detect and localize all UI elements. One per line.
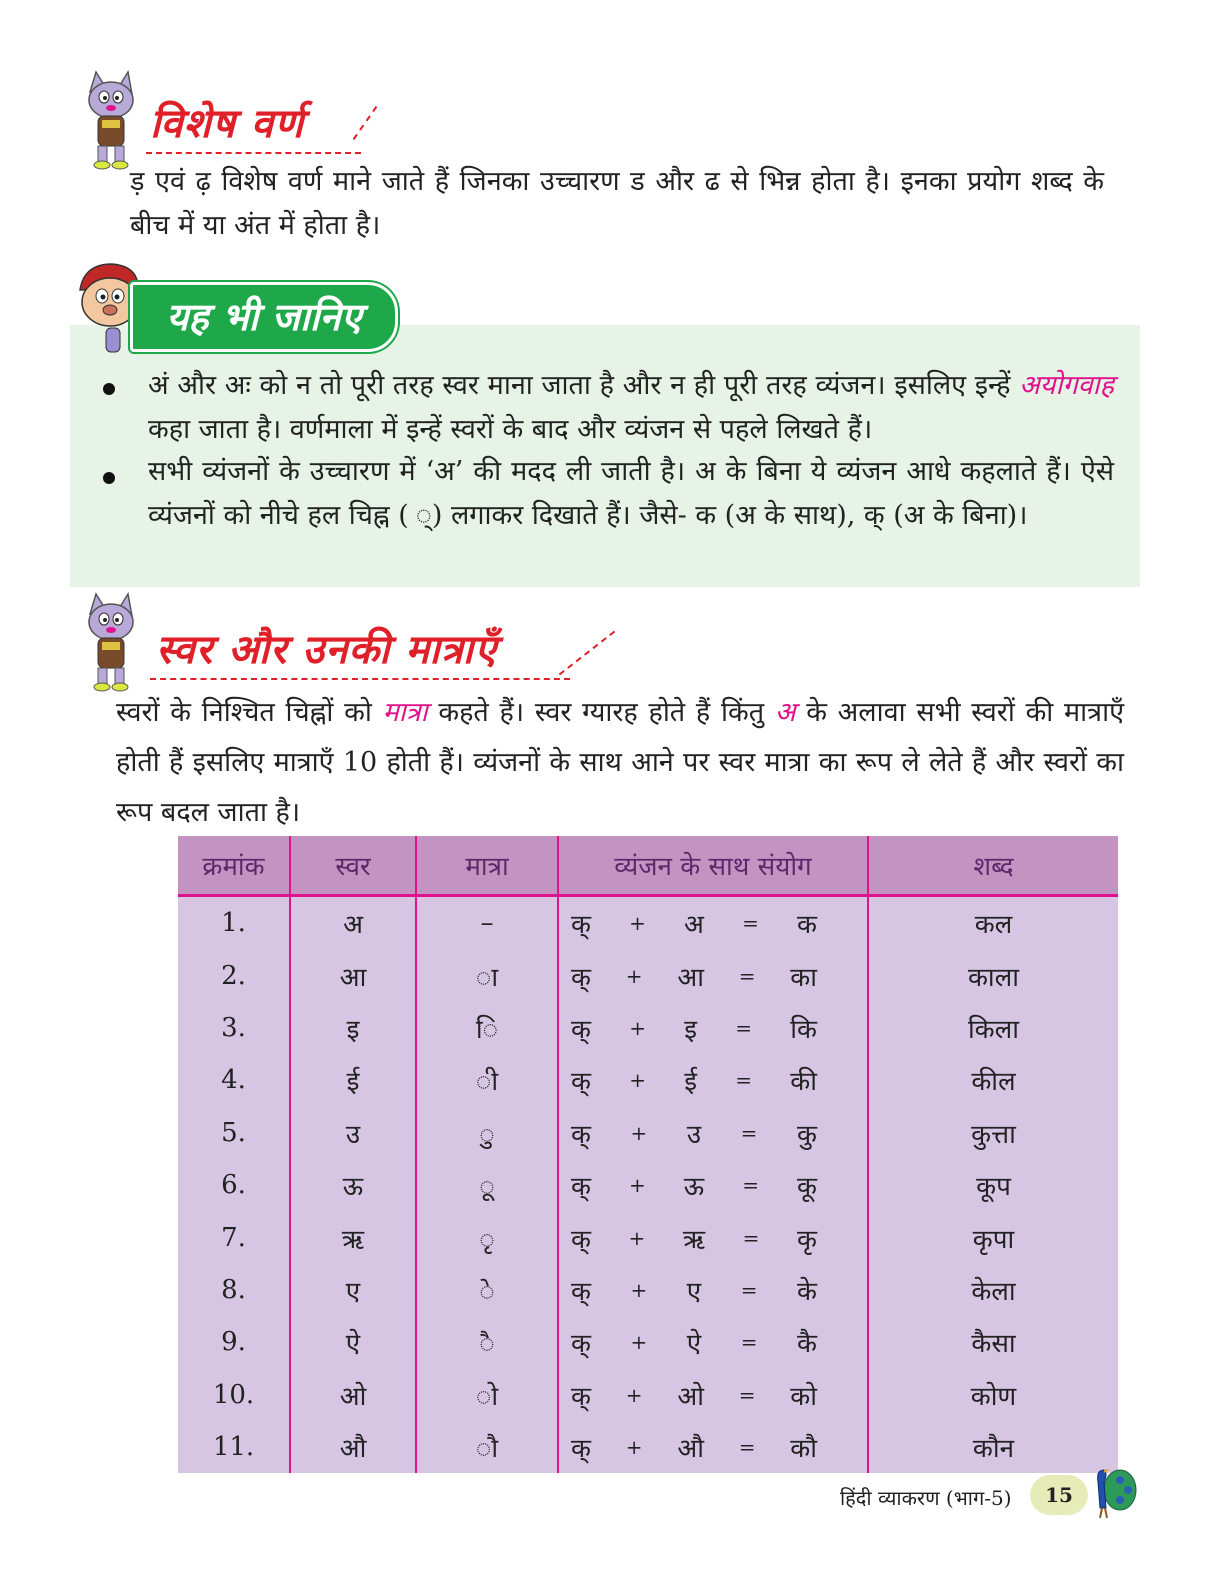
sanyog-expression (559, 958, 867, 994)
cell-sanyog (558, 1107, 868, 1159)
cell-sanyog (558, 1211, 868, 1263)
table-row (178, 1264, 1118, 1316)
consonant: क् (571, 1119, 591, 1150)
cell-shabd: कोण (868, 1369, 1118, 1421)
consonant: क् (571, 1172, 591, 1203)
header-shabd: शब्द (868, 836, 1118, 896)
cell-kramank: 11. (212, 1432, 255, 1463)
header-kramank: क्रमांक (178, 836, 290, 896)
consonant: क् (571, 1434, 591, 1465)
table-row (178, 1002, 1118, 1054)
plus-sign: + (625, 963, 643, 988)
sanyog-expression (559, 1220, 867, 1256)
consonant: क् (571, 962, 591, 993)
cell-shabd: कैसा (868, 1316, 1118, 1368)
cell-shabd: कील (868, 1054, 1118, 1106)
equals-sign: = (738, 1382, 756, 1407)
sanyog-expression (559, 1429, 867, 1465)
consonant: क् (571, 1276, 591, 1307)
vowel: ए (686, 1276, 702, 1307)
section-heading-vishesh-varn: विशेष वर्ण (150, 101, 305, 147)
section-heading-yah-bhi-janiye: यह भी जानिए (130, 282, 398, 352)
page-number: 15 (1030, 1475, 1088, 1515)
plus-sign: + (628, 1225, 646, 1250)
cell-kramank: 10. (212, 1379, 255, 1410)
vowel: ओ (677, 1381, 704, 1412)
cat-mascot-icon (76, 70, 146, 174)
result-syllable: के (797, 1276, 817, 1307)
equals-sign: = (742, 1225, 760, 1250)
cell-shabd: कुत्ता (868, 1107, 1118, 1159)
cell-matra: – (416, 896, 558, 950)
cell-shabd: काला (868, 949, 1118, 1001)
plus-sign: + (628, 1173, 646, 1198)
result-syllable: का (790, 962, 817, 993)
header-sanyog: व्यंजन के साथ संयोग (558, 836, 868, 896)
plus-sign: + (629, 1068, 646, 1093)
cell-kramank: 6. (221, 1170, 246, 1201)
bullet-dot (103, 472, 115, 484)
result-syllable: कै (797, 1329, 817, 1360)
matra-intro-start: स्वरों के निश्चित चिह्नों को (116, 697, 383, 728)
bullet1-text-end: कहा जाता है। वर्णमाला में इन्हें स्वरों के बाद और व्यंजन से पहले लिखते हैं। (148, 414, 873, 445)
equals-sign: = (740, 1120, 758, 1145)
table-row (178, 1369, 1118, 1421)
table-row (178, 1107, 1118, 1159)
result-syllable: कु (797, 1119, 817, 1150)
cell-sanyog (558, 1421, 868, 1473)
sanyog-expression (559, 1115, 867, 1151)
header-swar: स्वर (290, 836, 416, 896)
result-syllable: कृ (797, 1224, 817, 1255)
table-row (178, 1211, 1118, 1263)
vowel: अ (684, 910, 704, 941)
plus-sign: + (630, 1330, 648, 1355)
result-syllable: कि (790, 1014, 817, 1045)
cell-swar: ई (290, 1054, 416, 1106)
highlight-a: अ (774, 697, 796, 728)
cell-matra: ै (416, 1316, 558, 1368)
sanyog-expression (559, 1377, 867, 1413)
consonant: क् (571, 1224, 591, 1255)
result-syllable: कू (796, 1172, 817, 1203)
cell-kramank: 3. (221, 1012, 246, 1043)
sanyog-expression (559, 905, 867, 941)
vowel: ऋ (682, 1224, 706, 1255)
cell-sanyog (558, 1264, 868, 1316)
consonant: क् (571, 1329, 591, 1360)
bullet-text-ayogvah (148, 364, 1114, 452)
sanyog-expression (559, 1324, 867, 1360)
equals-sign: = (742, 911, 759, 936)
peacock-icon (1088, 1462, 1138, 1524)
cell-swar: अ (290, 896, 416, 950)
vowel: उ (686, 1119, 702, 1150)
cell-swar: ऋ (290, 1211, 416, 1263)
table-body (178, 896, 1118, 1474)
cell-sanyog (558, 1054, 868, 1106)
equals-sign: = (740, 1277, 758, 1302)
cell-shabd: कौन (868, 1421, 1118, 1473)
book-title: हिंदी व्याकरण (भाग-5) (840, 1486, 1012, 1510)
vowel: इ (684, 1014, 698, 1045)
cell-swar: ओ (290, 1369, 416, 1421)
matra-intro-end: के अलावा सभी स्वरों की मात्राएँ होती हैं इसलिए मात्राएँ 10 होती हैं। व्यंजनों के साथ आने पर स्वर मात्रा का रूप ले लेते हैं और स्वरों का रूप बदल जाता है। (116, 697, 1124, 828)
result-syllable: को (790, 1381, 817, 1412)
equals-sign: = (740, 1330, 758, 1355)
cell-matra: ु (416, 1107, 558, 1159)
cell-swar: इ (290, 1002, 416, 1054)
section-heading-swar-matra: स्वर और उनकी मात्राएँ (156, 627, 498, 673)
vowel: आ (677, 962, 704, 993)
cell-matra: ू (416, 1159, 558, 1211)
cell-kramank: 1. (221, 908, 246, 939)
bullet-text-halant: सभी व्यंजनों के उच्चारण में ‘अ’ की मदद ली जाती है। अ के बिना ये व्यंजन आधे कहलाते हैं। ऐसे व्यंजनों को नीचे हल चिह्न ( ्) लगाकर दिखाते हैं। जैसे- क (अ के साथ), क् (अ के बिना)। (148, 456, 1114, 531)
cell-matra: ा (416, 949, 558, 1001)
cell-matra: ौ (416, 1421, 558, 1473)
sanyog-expression (559, 1010, 867, 1046)
cell-matra: ो (416, 1369, 558, 1421)
equals-sign: = (742, 1173, 759, 1198)
table-row (178, 1159, 1118, 1211)
cell-matra: ृ (416, 1211, 558, 1263)
table-row (178, 896, 1118, 950)
cell-swar: आ (290, 949, 416, 1001)
matra-intro-paragraph (116, 688, 1124, 838)
matra-intro-middle: कहते हैं। स्वर ग्यारह होते हैं किंतु (427, 697, 775, 728)
equals-sign: = (735, 1015, 753, 1040)
result-syllable: की (790, 1067, 817, 1098)
cell-shabd: कूप (868, 1159, 1118, 1211)
cell-sanyog (558, 1316, 868, 1368)
consonant: क् (571, 1067, 591, 1098)
cell-kramank: 9. (221, 1327, 246, 1358)
table-row (178, 1421, 1118, 1473)
table-row (178, 949, 1118, 1001)
cell-matra: े (416, 1264, 558, 1316)
cell-kramank: 7. (221, 1222, 246, 1253)
table-header-row (178, 836, 1118, 896)
cell-sanyog (558, 896, 868, 950)
bullet1-text-start: अं और अः को न तो पूरी तरह स्वर माना जाता है और न ही पूरी तरह व्यंजन। इसलिए इन्हें (148, 370, 1020, 401)
plus-sign: + (629, 1015, 646, 1040)
table-row (178, 1054, 1118, 1106)
cell-matra: ी (416, 1054, 558, 1106)
vowel: ई (684, 1067, 698, 1098)
table-row (178, 1316, 1118, 1368)
heading-underline-tail (559, 631, 615, 676)
vishesh-varn-paragraph: ड़ एवं ढ़ विशेष वर्ण माने जाते हैं जिनका उच्चारण ड और ढ से भिन्न होता है। इनका प्रयोग शब्द के बीच में या अंत में होता है। (130, 166, 1104, 241)
cell-swar: औ (290, 1421, 416, 1473)
matra-table (178, 836, 1118, 1473)
heading-underline-tail (353, 106, 378, 140)
cell-kramank: 4. (221, 1065, 246, 1096)
result-syllable: कौ (790, 1434, 817, 1465)
cell-matra: ि (416, 1002, 558, 1054)
sanyog-expression (559, 1167, 867, 1203)
consonant: क् (571, 1381, 591, 1412)
plus-sign: + (625, 1382, 643, 1407)
highlight-matra: मात्रा (382, 697, 428, 728)
vowel: ऊ (683, 1172, 705, 1203)
vowel: औ (677, 1434, 704, 1465)
cell-sanyog (558, 1002, 868, 1054)
equals-sign: = (738, 963, 756, 988)
cell-shabd: किला (868, 1002, 1118, 1054)
plus-sign: + (630, 1277, 648, 1302)
equals-sign: = (735, 1068, 753, 1093)
cell-kramank: 2. (221, 960, 246, 991)
cell-sanyog (558, 1159, 868, 1211)
sanyog-expression (559, 1272, 867, 1308)
equals-sign: = (738, 1435, 756, 1460)
cell-kramank: 8. (221, 1274, 246, 1305)
cell-kramank: 5. (221, 1117, 246, 1148)
cell-sanyog (558, 1369, 868, 1421)
highlight-ayogvah: अयोगवाह (1019, 370, 1114, 401)
cell-sanyog (558, 949, 868, 1001)
cell-swar: उ (290, 1107, 416, 1159)
cat-mascot-icon (76, 592, 146, 696)
consonant: क् (571, 1014, 591, 1045)
result-syllable: क (797, 910, 817, 941)
bullet-dot (103, 383, 115, 395)
plus-sign: + (630, 1120, 648, 1145)
heading-underline (146, 152, 361, 154)
vowel: ऐ (686, 1329, 702, 1360)
cell-shabd: कल (868, 896, 1118, 950)
sanyog-expression (559, 1062, 867, 1098)
header-matra: मात्रा (416, 836, 558, 896)
heading-underline (150, 678, 570, 680)
consonant: क् (571, 910, 591, 941)
cell-shabd: कृपा (868, 1211, 1118, 1263)
plus-sign: + (625, 1435, 643, 1460)
cell-swar: ऊ (290, 1159, 416, 1211)
plus-sign: + (629, 911, 646, 936)
cell-swar: ऐ (290, 1316, 416, 1368)
cell-swar: ए (290, 1264, 416, 1316)
cell-shabd: केला (868, 1264, 1118, 1316)
